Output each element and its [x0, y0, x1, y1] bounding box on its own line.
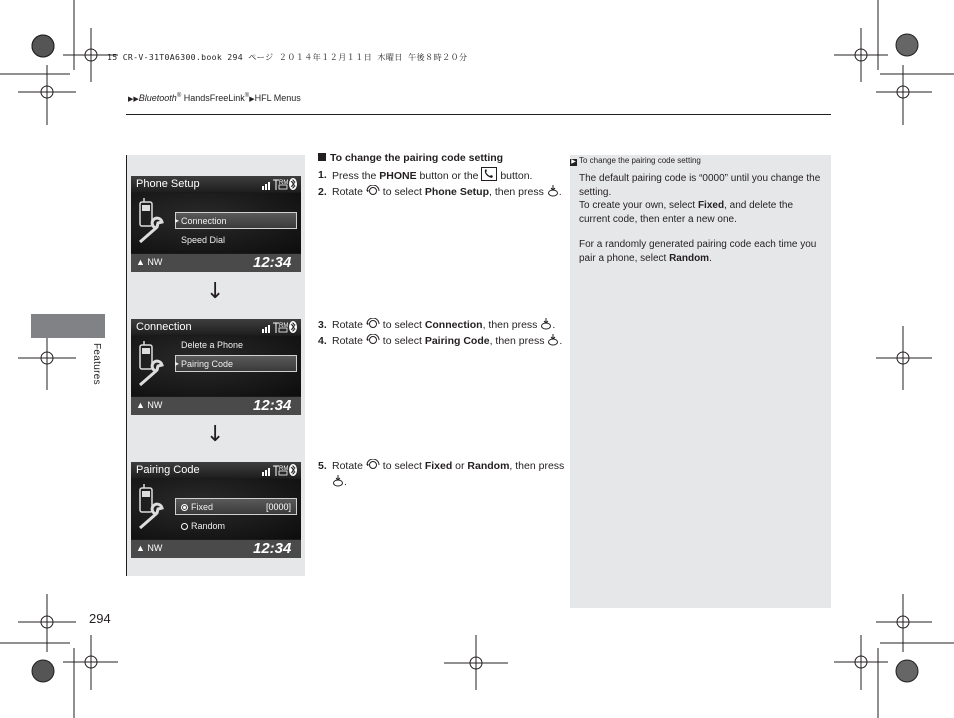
step-text: Rotate	[332, 319, 366, 331]
note-bold: Random	[669, 252, 710, 264]
breadcrumb-arrow-icon: ▶	[249, 96, 255, 103]
step-text: to select	[379, 319, 425, 331]
menu-item-delete-phone[interactable]: Delete a Phone	[181, 340, 244, 350]
step-text: , then press	[488, 186, 547, 198]
radio-selected-icon	[181, 504, 188, 511]
radio-option-random[interactable]	[181, 521, 225, 531]
svg-text:RM: RM	[279, 466, 289, 472]
step-text: to select	[379, 460, 425, 472]
press-knob-icon	[332, 475, 344, 487]
compass-readout: ▲ NW	[136, 257, 163, 267]
note-heading-text: To change the pairing code setting	[579, 156, 701, 165]
compass-heading: NW	[147, 400, 163, 410]
menu-item-speed-dial[interactable]: Speed Dial	[181, 235, 226, 245]
section-tab	[31, 314, 105, 338]
note-text: To create your own, select	[579, 200, 698, 211]
step-text: button or the	[416, 170, 482, 182]
note-heading	[570, 156, 701, 166]
step-text: .	[552, 319, 556, 331]
step-bold: PHONE	[379, 170, 417, 182]
registered-mark: ®	[176, 93, 182, 99]
step-3	[318, 317, 568, 333]
step-5	[318, 458, 568, 490]
screen-pairing-code	[131, 462, 301, 558]
step-number: 5.	[318, 460, 327, 472]
note-arrow-icon: ▶	[571, 159, 576, 165]
step-text: to select	[379, 186, 425, 198]
note-paragraph-1: The default pairing code is “0000” until you change the setting.	[579, 173, 821, 198]
down-arrow-icon: ↓	[206, 422, 225, 447]
step-1	[318, 167, 568, 184]
note-paragraph-3	[579, 238, 824, 265]
breadcrumb-part-1: Bluetooth	[138, 93, 177, 103]
screen-footer	[131, 397, 301, 415]
step-text: Rotate	[332, 335, 366, 347]
press-knob-icon	[540, 318, 552, 330]
registered-mark: ®	[244, 93, 250, 99]
menu-item-pairing-code[interactable]: ▸ Pairing Code	[181, 359, 233, 369]
steps-group-1	[318, 167, 568, 200]
note-text: For a randomly generated pairing code each time you pair a phone, select	[579, 239, 817, 264]
breadcrumb-part-2: HandsFreeLink	[181, 93, 245, 103]
step-text: , then press	[482, 319, 541, 331]
step-bold: Pairing Code	[424, 335, 490, 347]
step-number: 3.	[318, 319, 327, 331]
section-title: To change the pairing code setting	[330, 152, 504, 164]
step-2	[318, 184, 568, 200]
step-text: or	[452, 460, 468, 472]
step-bold: Random	[467, 460, 510, 472]
step-text: Press the	[332, 170, 380, 182]
breadcrumb-arrow-icon: ▶▶	[128, 96, 139, 103]
steps-group-3	[318, 458, 568, 490]
phone-setup-icon	[136, 196, 176, 250]
step-text: .	[559, 335, 563, 347]
square-bullet-icon	[318, 153, 326, 161]
phone-button-icon	[481, 167, 497, 181]
signal-bluetooth-icon	[261, 177, 299, 191]
note-box	[570, 155, 831, 608]
down-arrow-icon: ↓	[206, 279, 225, 304]
clock: 12:34	[253, 540, 292, 557]
step-text: Rotate	[332, 186, 366, 198]
svg-text:RM: RM	[279, 180, 289, 186]
selector-knob-icon	[366, 185, 380, 197]
step-text: .	[558, 186, 562, 198]
selector-knob-icon	[366, 459, 380, 471]
note-text: , and delete the current code, then enter a new one.	[579, 200, 794, 225]
screen-connection	[131, 319, 301, 415]
print-header: 15 CR-V-31T0A6300.book 294 ページ ２０１４年１２月１１日 木曜日 午後８時２０分	[107, 52, 468, 62]
screen-title: Pairing Code	[136, 464, 200, 476]
compass-readout: ▲ NW	[136, 400, 163, 410]
step-bold: Phone Setup	[424, 186, 489, 198]
step-text: Rotate	[332, 460, 366, 472]
step-text: , then press	[509, 460, 565, 472]
note-paragraph-2	[579, 199, 824, 226]
radio-option-fixed[interactable]	[181, 502, 213, 512]
compass-heading: NW	[147, 257, 163, 267]
compass-readout: ▲ NW	[136, 543, 163, 553]
selector-knob-icon	[366, 334, 380, 346]
screen-title: Connection	[136, 321, 192, 333]
compass-heading: NW	[147, 543, 163, 553]
steps-group-2	[318, 317, 568, 349]
section-label: Features	[91, 343, 102, 385]
page-number: 294	[89, 611, 111, 626]
clock: 12:34	[253, 397, 292, 414]
step-bold: Fixed	[424, 460, 453, 472]
option-label: Random	[191, 521, 226, 531]
breadcrumb-part-3: HFL Menus	[254, 93, 301, 103]
selector-knob-icon	[366, 318, 380, 330]
signal-bluetooth-icon	[261, 320, 299, 334]
step-bold: Connection	[424, 319, 483, 331]
header-rule	[126, 114, 831, 115]
phone-setup-icon	[136, 339, 176, 393]
note-bold: Fixed	[697, 200, 725, 211]
step-text: , then press	[489, 335, 548, 347]
step-number: 4.	[318, 335, 327, 347]
signal-bluetooth-icon	[261, 463, 299, 477]
screen-title: Phone Setup	[136, 178, 200, 190]
press-knob-icon	[547, 334, 559, 346]
screen-footer	[131, 540, 301, 558]
screen-footer	[131, 254, 301, 272]
phone-setup-icon	[136, 482, 176, 536]
option-label: Fixed	[191, 502, 214, 512]
step-number: 2.	[318, 186, 327, 198]
clock: 12:34	[253, 254, 292, 271]
screen-phone-setup	[131, 176, 301, 272]
note-text: .	[709, 252, 712, 264]
breadcrumb	[128, 93, 301, 103]
step-text: button.	[497, 170, 533, 182]
press-knob-icon	[547, 185, 559, 197]
step-text: to select	[379, 335, 425, 347]
menu-item-connection[interactable]: ▸ Connection	[181, 216, 227, 226]
step-text: .	[344, 476, 347, 488]
section-heading	[318, 152, 503, 164]
svg-text:RM: RM	[279, 323, 289, 329]
pairing-code-value: [0000]	[266, 502, 292, 512]
step-number: 1.	[318, 169, 327, 181]
step-4	[318, 333, 568, 349]
radio-unselected-icon	[181, 523, 188, 530]
